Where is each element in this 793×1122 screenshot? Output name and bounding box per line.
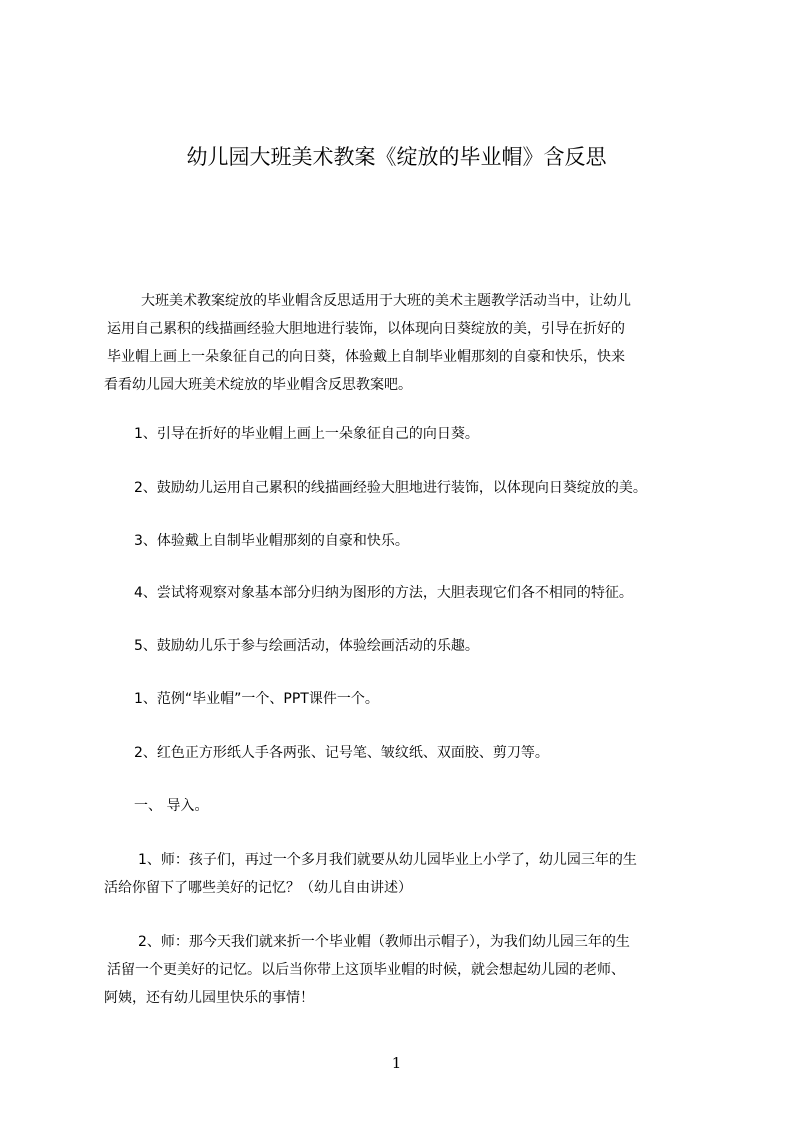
goal-item: 5、鼓励幼儿乐于参与绘画活动，体验绘画活动的乐趣。 (134, 638, 479, 654)
section-heading: 一、 导入。 (134, 798, 209, 814)
goal-item: 3、体验戴上自制毕业帽那刻的自豪和快乐。 (134, 533, 409, 549)
intro-paragraph (104, 287, 631, 399)
step-paragraph (104, 846, 637, 902)
document-title: 幼儿园大班美术教案《绽放的毕业帽》含反思 (186, 145, 607, 169)
intro-line: 毕业帽上画上一朵象征自己的向日葵，体验戴上自制毕业帽那刻的自豪和快乐，快来 (107, 349, 625, 365)
step-paragraph (104, 928, 630, 1012)
intro-line: 看看幼儿园大班美术绽放的毕业帽含反思教案吧。 (104, 377, 412, 393)
page-number: 1 (391, 1054, 402, 1072)
step-line: 2、师：那今天我们就来折一个毕业帽（教师出示帽子），为我们幼儿园三年的生 (138, 934, 630, 950)
step-line: 1、师：孩子们，再过一个多月我们就要从幼儿园毕业上小学了，幼儿园三年的生 (138, 852, 637, 868)
goal-item: 2、鼓励幼儿运用自己累积的线描画经验大胆地进行装饰，以体现向日葵绽放的美。 (134, 480, 647, 496)
goal-item: 4、尝试将观察对象基本部分归纳为图形的方法，大胆表现它们各不相同的特征。 (134, 585, 633, 601)
step-line: 活给你留下了哪些美好的记忆？（幼儿自由讲述） (104, 880, 412, 896)
material-item: 1、范例“毕业帽”一个、PPT课件一个。 (134, 691, 379, 707)
step-line: 阿姨，还有幼儿园里快乐的事情！ (104, 990, 314, 1006)
goal-item: 1、引导在折好的毕业帽上画上一朵象征自己的向日葵。 (134, 426, 479, 442)
material-item: 2、红色正方形纸人手各两张、记号笔、皱纹纸、双面胶、剪刀等。 (134, 745, 549, 761)
intro-line: 大班美术教案绽放的毕业帽含反思适用于大班的美术主题教学活动当中，让幼儿 (141, 293, 631, 309)
step-line: 活留一个更美好的记忆。以后当你带上这顶毕业帽的时候，就会想起幼儿园的老师、 (107, 962, 625, 978)
intro-line: 运用自己累积的线描画经验大胆地进行装饰，以体现向日葵绽放的美，引导在折好的 (107, 321, 625, 337)
